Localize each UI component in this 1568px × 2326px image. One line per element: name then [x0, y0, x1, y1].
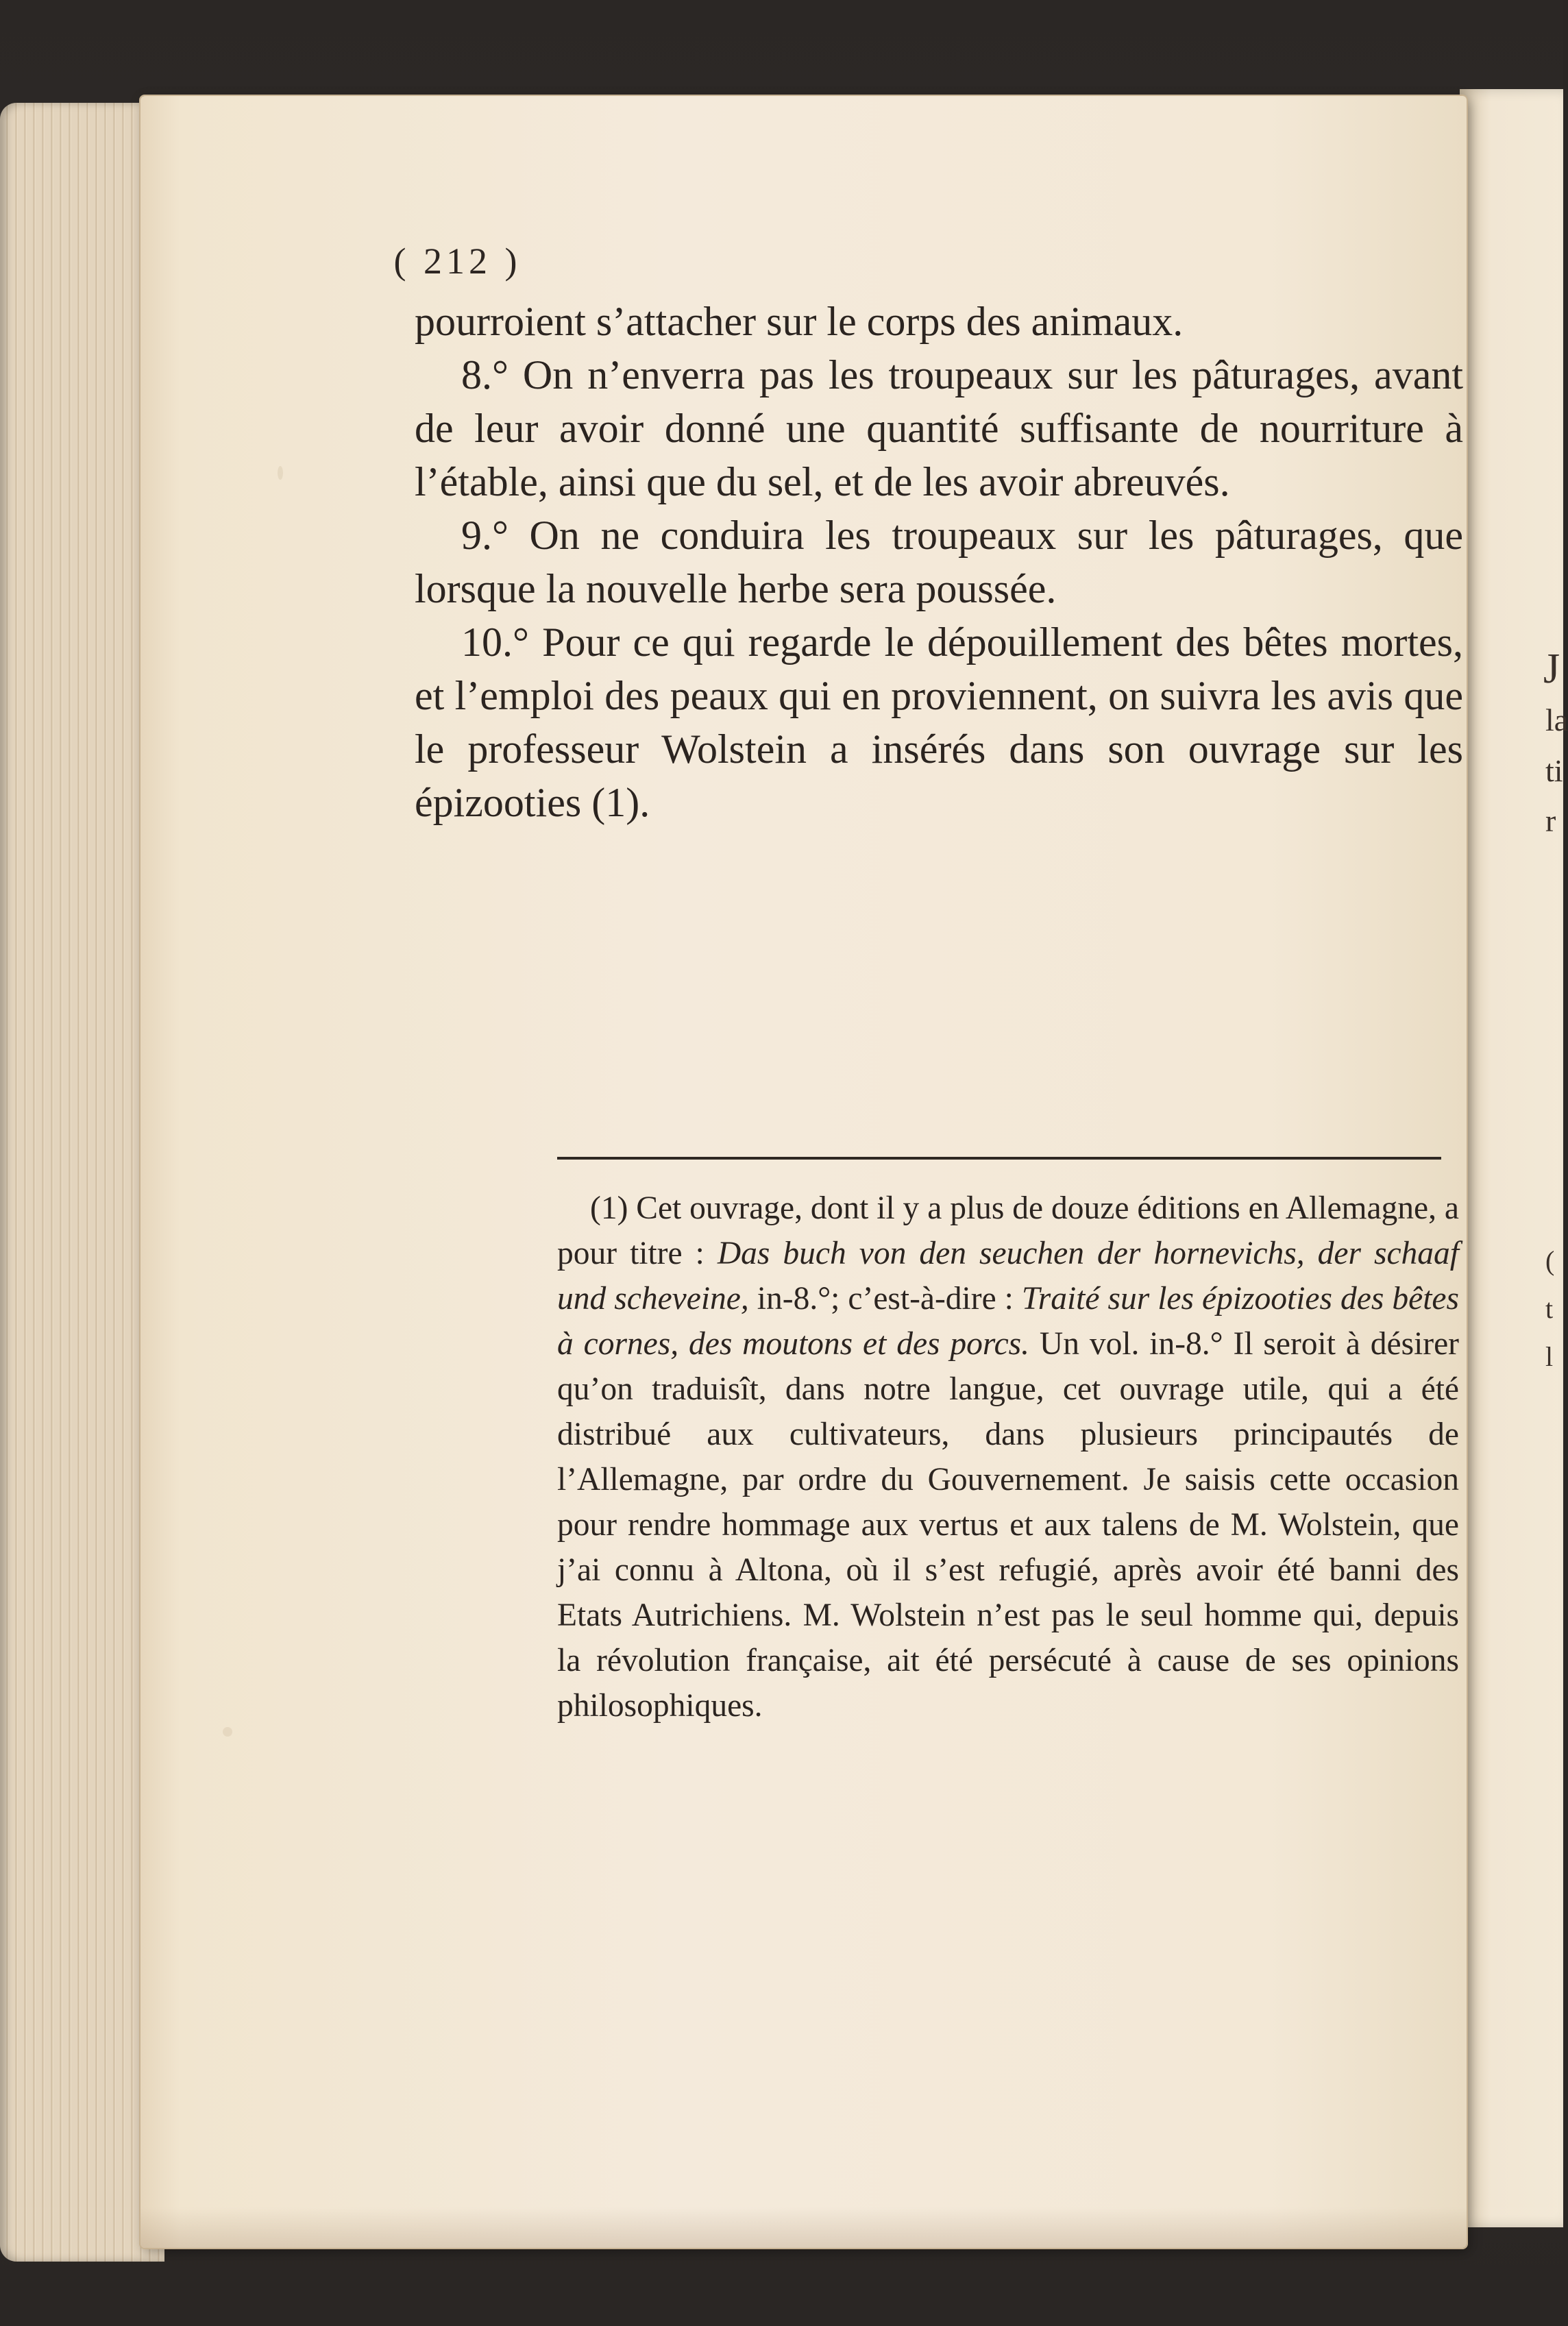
book-page [140, 96, 1467, 2248]
page-edges-stack [0, 103, 164, 2262]
footnote-text-1: (1) Cet ouvrage, dont il y a plus de douze éditions en Allemagne, a pour titre : [557, 1190, 1459, 1271]
paragraph-item-9: 9.° On ne conduira les troupeaux sur les pâturages, que lorsque la nouvelle herbe sera poussée. [415, 513, 1463, 611]
footnote-text-3: Un vol. in-8.° Il seroit à désirer qu’on traduisît, dans notre langue, cet ouvrage utile, qui a été distribué aux cultivateurs, dans plusieurs principautés de l’Allemagne, par ordre du Gouvernement. Je saisis cette occasion pour rendre hommage aux vertus et aux talens de M. Wolstein, que j’ai connu à Altona, où il s’est refugié, après avoir été banni des Etats Autrichiens. M. Wolstein n’est pas le seul homme qui, depuis la révolution française, ait été persécuté à cause de ses opinions philosophiques. [557, 1326, 1460, 1724]
page-number: ( 212 ) [393, 241, 522, 282]
adjacent-page [1460, 89, 1568, 2227]
adjacent-page-fragment: r [1545, 803, 1556, 838]
adjacent-page-fragment: t [1545, 1293, 1554, 1324]
paragraph-continuation: pourroient s’attacher sur le corps des animaux. [415, 299, 1184, 344]
footnote-text-2: in-8.°; c’est-à-dire : [748, 1281, 1022, 1317]
footnote-divider [557, 1157, 1441, 1160]
paper-spot [223, 1727, 232, 1737]
footnote-german-title: Das buch von den seuchen der hornevichs, der schaaf und scheveine, [557, 1236, 1459, 1317]
paragraph-item-10: 10.° Pour ce qui regarde le dépouillement des bêtes mortes, et l’emploi des peaux qui en proviennent, on suivra les avis que le professeur Wolstein a insérés dans son ouvrage sur les épizooties (1). [415, 620, 1463, 825]
adjacent-page-fragment: ( [1545, 1245, 1555, 1276]
page-bottom-shadow [140, 2207, 1467, 2248]
adjacent-page-fragment: la [1545, 702, 1568, 737]
footnote [557, 1186, 1459, 1830]
paragraph-item-8: 8.° On n’enverra pas les troupeaux sur les pâturages, avant de leur avoir donné une quantité suffisante de nourriture à l’étable, ainsi que du sel, et de les avoir abreuvés. [415, 352, 1463, 504]
footnote-paragraph [557, 1186, 1459, 1728]
adjacent-page-fragment: J [1543, 646, 1560, 692]
main-text [415, 295, 1463, 829]
paper-spot [278, 466, 283, 480]
adjacent-page-fragment: ti [1545, 753, 1563, 788]
main-text-block [415, 295, 1463, 1323]
footnote-french-title: Traité sur les épizooties des bêtes à cornes, des moutons et des porcs. [557, 1281, 1459, 1362]
adjacent-page-fragment: l [1545, 1341, 1554, 1372]
